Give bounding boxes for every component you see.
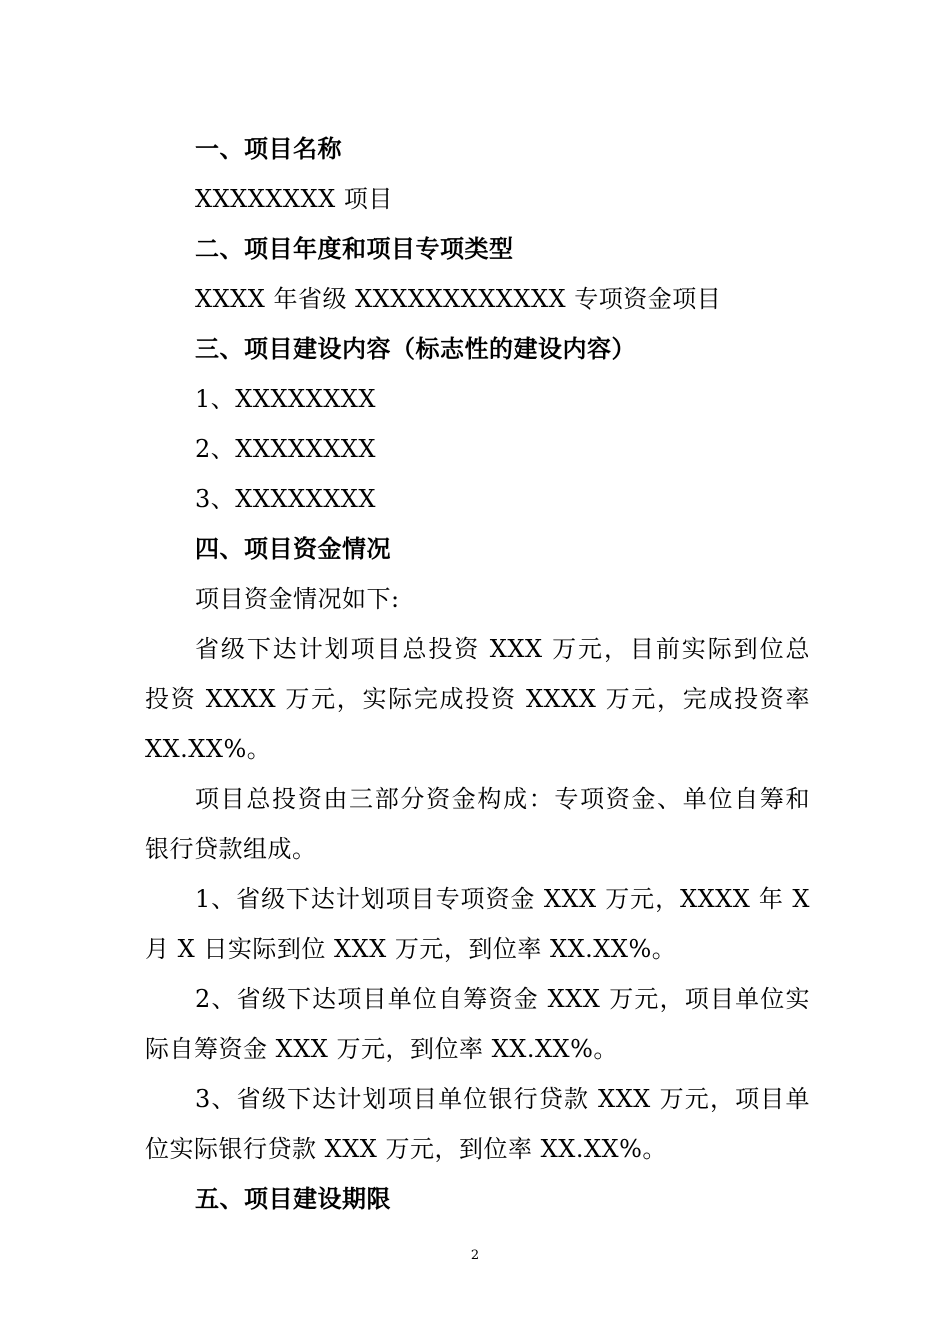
section-heading-2: 二、项目年度和项目专项类型	[195, 234, 514, 263]
paragraph-line: 位实际银行贷款 XXX 万元，到位率 XX.XX%。	[145, 1135, 667, 1163]
paragraph-line: 3、省级下达计划项目单位银行贷款 XXX 万元，项目单	[195, 1085, 810, 1113]
paragraph-line: 银行贷款组成。	[145, 835, 317, 863]
section-heading-3: 三、项目建设内容（标志性的建设内容）	[195, 334, 636, 363]
section-heading-1: 一、项目名称	[195, 134, 342, 163]
paragraph-line: 投资 XXXX 万元，实际完成投资 XXXX 万元，完成投资率	[145, 685, 810, 713]
page-number: 2	[470, 1248, 480, 1263]
paragraph-line: XX.XX%。	[145, 735, 272, 763]
list-item: 3、XXXXXXXX	[195, 485, 376, 513]
paragraph-line: 月 X 日实际到位 XXX 万元，到位率 XX.XX%。	[145, 935, 677, 963]
list-item: 1、XXXXXXXX	[195, 385, 376, 413]
section-heading-5: 五、项目建设期限	[195, 1184, 391, 1213]
paragraph-line: 项目总投资由三部分资金构成：专项资金、单位自筹和	[195, 785, 810, 813]
paragraph-line: 际自筹资金 XXX 万元，到位率 XX.XX%。	[145, 1035, 618, 1063]
paragraph-line: 1、省级下达计划项目专项资金 XXX 万元，XXXX 年 X	[195, 885, 810, 913]
funding-intro: 项目资金情况如下:	[195, 585, 400, 613]
list-item: 2、XXXXXXXX	[195, 435, 376, 463]
paragraph-line: 2、省级下达项目单位自筹资金 XXX 万元，项目单位实	[195, 985, 810, 1013]
project-name-text: XXXXXXXX 项目	[195, 185, 393, 213]
section-heading-4: 四、项目资金情况	[195, 534, 391, 563]
paragraph-line: 省级下达计划项目总投资 XXX 万元，目前实际到位总	[195, 635, 810, 663]
project-type-text: XXXX 年省级 XXXXXXXXXXXX 专项资金项目	[195, 285, 722, 313]
